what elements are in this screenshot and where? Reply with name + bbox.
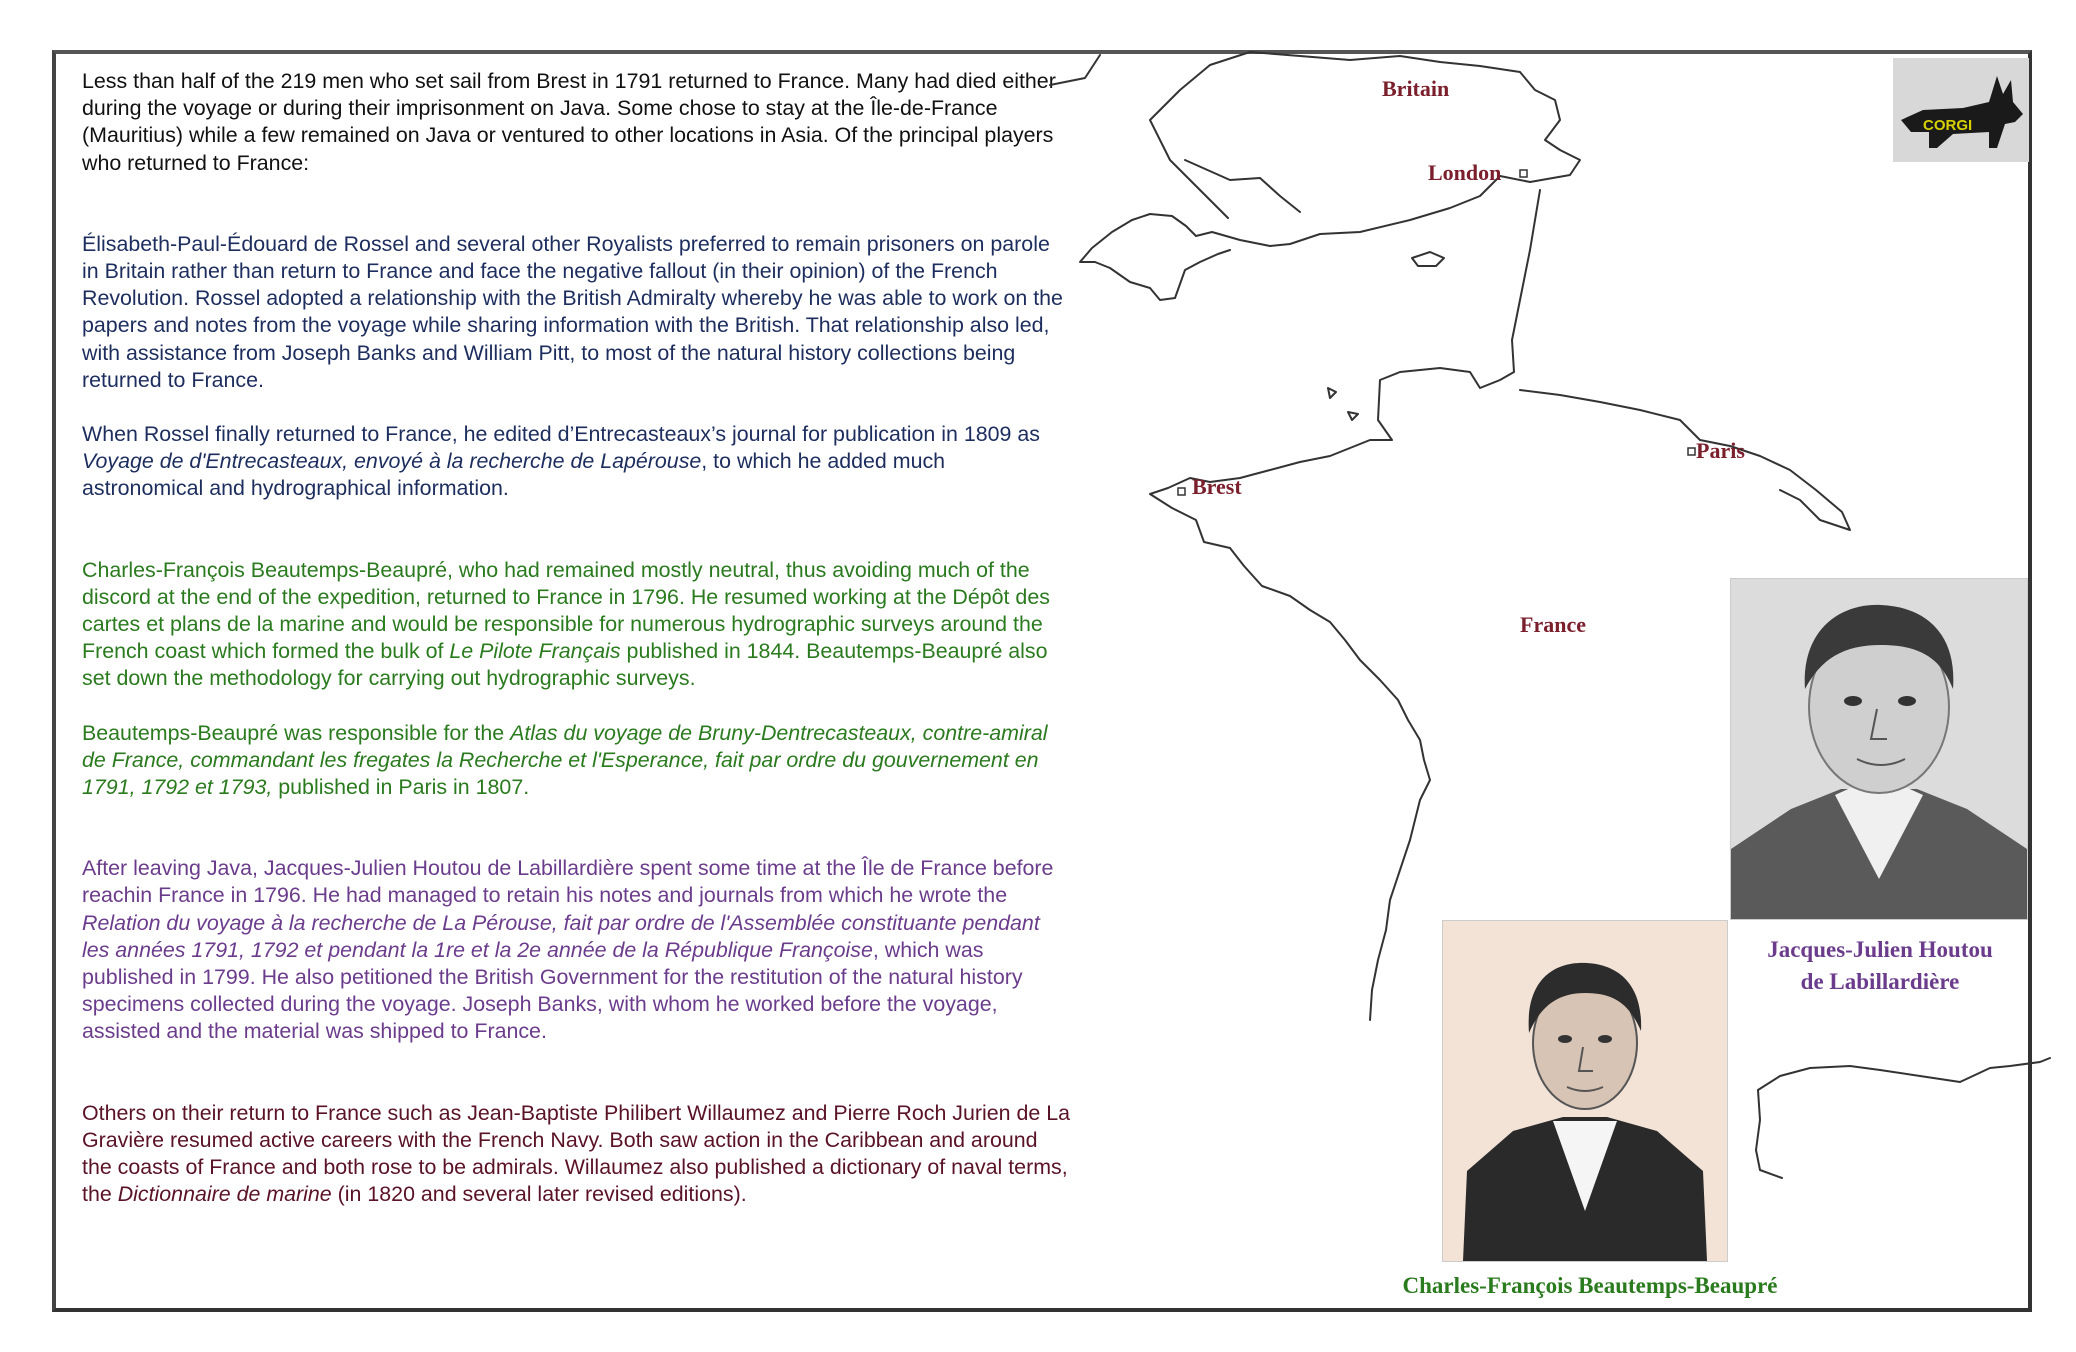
paragraph-others <box>82 1100 1072 1209</box>
text-run: Others on their return to France such as Jean-Baptiste Philibert Willaumez and Pierre Roch Jurien de La Gravière resumed active careers with the French Navy. Both saw action in the Caribbean and around the coasts of France and both rose to be admirals. Willaumez also published a dictionary of naval terms, the <box>82 1100 1071 1207</box>
text-run: published in 1844. Beautemps-Beaupré also set down the methodology for carrying out hydrographic surveys. <box>82 639 1048 691</box>
text-run: When Rossel finally returned to France, he edited d’Entrecasteaux’s journal for publication in 1809 as <box>82 422 1040 447</box>
paragraph-labillardiere <box>82 855 1072 1045</box>
corgi-logo <box>1893 58 2029 162</box>
text-run: , which was published in 1799. He also petitioned the British Government for the restitution of the natural history specimens collected during the voyage. Joseph Banks, with whom he worked before the voyage, assisted and the material was shipped to France. <box>82 937 1023 1044</box>
map-label-paris: Paris <box>1696 438 1745 463</box>
book-title: Le Pilote Français <box>449 639 621 664</box>
text-run: published in Paris in 1807. <box>272 775 530 800</box>
paragraph-beautemps-atlas <box>82 720 1072 802</box>
map-label-britain: Britain <box>1382 76 1450 101</box>
caption-labillardiere <box>1730 934 2030 998</box>
text-run: Beautemps-Beaupré was responsible for the <box>82 720 511 745</box>
paragraph-intro-text: Less than half of the 219 men who set sail from Brest in 1791 returned to France. Many had died either during the voyage or during their imprisonment on Java. Some chose to stay at the Île-de-France (Mauritius) while a few remained on Java or ventured to other locations in Asia. Of the principal players who returned to France: <box>82 69 1056 175</box>
portrait-beautemps <box>1442 920 1728 1262</box>
text-run: (in 1820 and several later revised editions). <box>331 1182 747 1207</box>
text-run: , to which he added much astronomical and hydrographical information. <box>82 449 946 501</box>
paragraph-rossel-text: Élisabeth-Paul-Édouard de Rossel and several other Royalists preferred to remain prisoners on parole in Britain rather than return to France and face the negative fallout (in their opinion) of the French Revolution. Rossel adopted a relationship with the British Admiralty whereby he was able to work on the papers and notes from the voyage while sharing information with the British. That relationship also led, with assistance from Joseph Banks and William Pitt, to most of the natural history collections being returned to France. <box>82 231 1063 392</box>
text-run: Charles-François Beautemps-Beaupré, who had remained mostly neutral, thus avoiding much of the discord at the end of the expedition, returned to France in 1796. He resumed working at the Dépôt des cartes et plans de la marine and would be responsible for numerous hydrographic surveys around the French coast which formed the bulk of <box>82 557 1050 664</box>
map-label-brest: Brest <box>1192 474 1242 499</box>
book-title: Relation du voyage à la recherche de La Pérouse, fait par ordre de l'Assemblée constituante pendant les années 1791, 1792 et pendant la 1re et la 2e année de la République Françoise <box>82 910 1040 962</box>
logo-text: CORGI <box>1923 117 1973 134</box>
caption-labillardiere-line2: de Labillardière <box>1800 969 1960 994</box>
portrait-labillardiere <box>1730 578 2028 920</box>
corgi-dog-icon <box>1893 58 2029 162</box>
map-label-france: France <box>1520 612 1586 637</box>
paragraph-beautemps <box>82 557 1072 693</box>
text-column <box>82 68 1072 1209</box>
book-title: Voyage de d'Entrecasteaux, envoyé à la recherche de Lapérouse <box>82 449 702 474</box>
book-title: Atlas du voyage de Bruny-Dentrecasteaux, contre-amiral de France, commandant les fregates la Recherche et l'Esperance, fait par ordre du gouvernement en 1791, 1792 et 1793, <box>82 720 1048 800</box>
book-title: Dictionnaire de marine <box>111 1182 332 1207</box>
map-label-london: London <box>1428 160 1502 185</box>
caption-labillardiere-line1: Jacques-Julien Houtou <box>1767 937 1993 962</box>
text-run: After leaving Java, Jacques-Julien Houtou de Labillardière spent some time at the Île de France before reachin France in 1796. He had managed to retain his notes and journals from which he wrote the <box>82 856 1054 908</box>
caption-beautemps: Charles-François Beautemps-Beaupré <box>1402 1273 1778 1298</box>
paragraph-rossel <box>82 231 1072 394</box>
paragraph-intro <box>82 68 1072 177</box>
paragraph-rossel-journal <box>82 421 1072 503</box>
